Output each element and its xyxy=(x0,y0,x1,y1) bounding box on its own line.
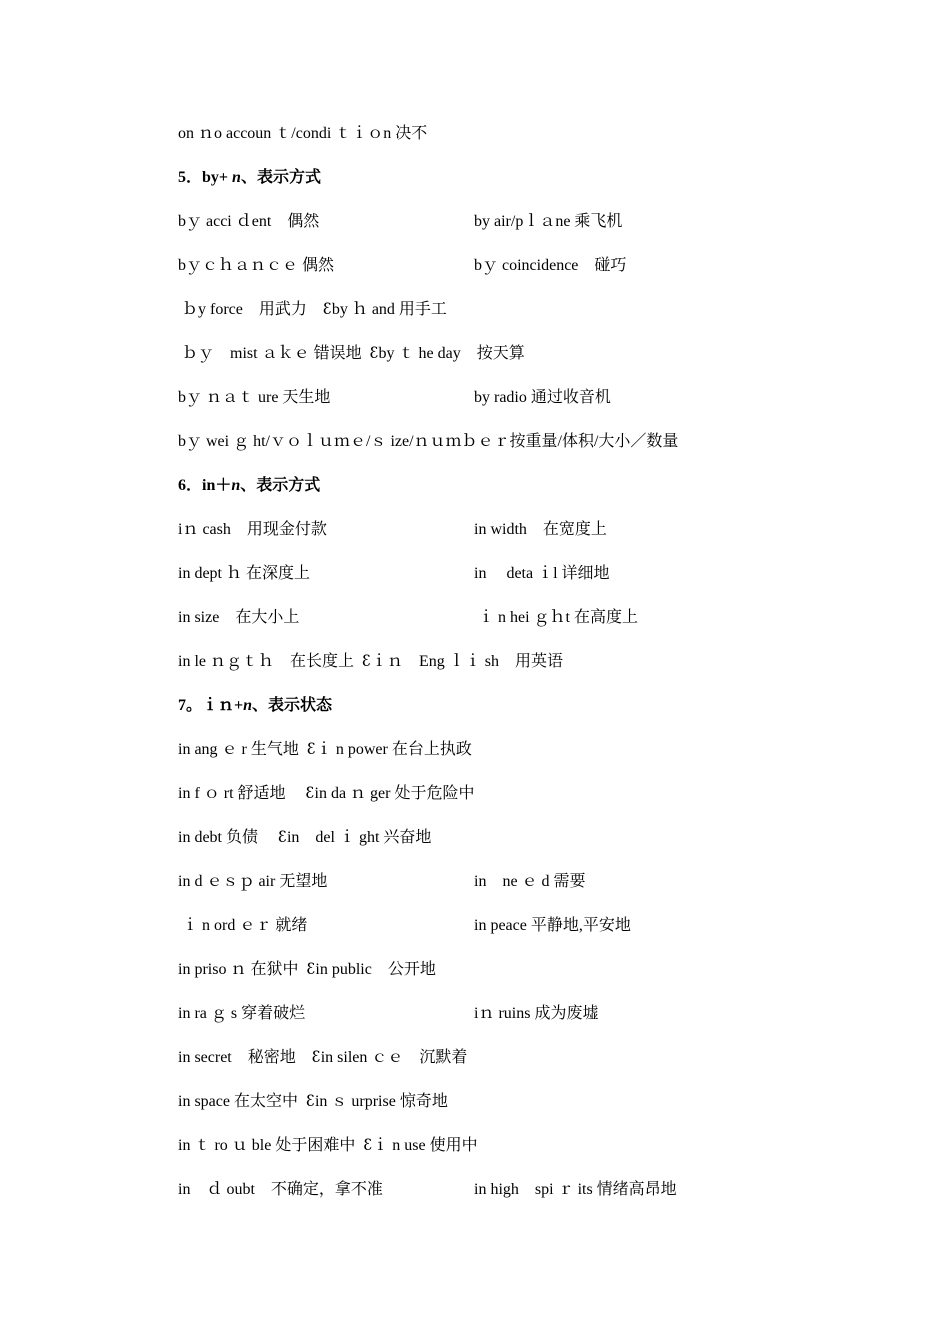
phrase-right: in peace 平静地,平安地 xyxy=(474,917,631,934)
phrase-text: ｂｙ mist ａｋｅ 错误地 ꜫby ｔ he day 按天算 xyxy=(178,345,525,362)
document-page xyxy=(178,112,798,1212)
text-line xyxy=(178,508,798,552)
phrase-right: in deta ｉl 详细地 xyxy=(474,565,610,582)
section-heading xyxy=(178,684,798,728)
text-line xyxy=(178,244,798,288)
section-heading xyxy=(178,156,798,200)
phrase-right: by radio 通过收音机 xyxy=(474,389,611,406)
phrase-right: in width 在宽度上 xyxy=(474,521,607,538)
phrase-right: by air/pｌａne 乘飞机 xyxy=(474,213,623,230)
text-line xyxy=(178,332,798,376)
phrase-text: in priso ｎ 在狱中 ꜫin public 公开地 xyxy=(178,961,436,978)
phrase-left: bｙ acci ｄent 偶然 xyxy=(178,213,320,230)
heading-prefix: 5．by+ xyxy=(178,169,233,186)
text-line xyxy=(178,728,798,772)
heading-italic: n xyxy=(243,697,253,714)
heading-prefix: 6．in＋ xyxy=(178,477,232,494)
phrase-text: in ｔ ro ｕ ble 处于困难中 ꜫｉ n use 使用中 xyxy=(178,1137,478,1154)
heading-rest: 、表示方式 xyxy=(240,169,321,186)
phrase-left: in dept ｈ 在深度上 xyxy=(178,565,310,582)
phrase-left: iｎ cash 用现金付款 xyxy=(178,521,327,538)
text-line xyxy=(178,376,798,420)
heading-rest: 、表示状态 xyxy=(252,697,333,714)
phrase-text: in f ｏ rt 舒适地 ꜫin da ｎ ger 处于危险中 xyxy=(178,785,475,802)
phrase-left: bｙ ｎａｔ ure 天生地 xyxy=(178,389,331,406)
phrase-left: in size 在大小上 xyxy=(178,609,300,626)
phrase-right: in high spi ｒ its 情绪高昂地 xyxy=(474,1181,677,1198)
phrase-text: in ang ｅ r 生气地 ꜫｉ n power 在台上执政 xyxy=(178,741,472,758)
text-line xyxy=(178,112,798,156)
phrase-text: in secret 秘密地 ꜫin silen ｃｅ 沉默着 xyxy=(178,1049,468,1066)
text-line xyxy=(178,420,798,464)
text-line xyxy=(178,1080,798,1124)
phrase-left: in d ｅｓｐ air 无望地 xyxy=(178,873,328,890)
phrase-left: bｙｃｈａｎｃｅ 偶然 xyxy=(178,257,335,274)
phrase-text: in debt 负债 ꜫin del ｉ ght 兴奋地 xyxy=(178,829,432,846)
heading-italic: n xyxy=(232,169,241,186)
phrase-right: ｉ n hei ｇｈt 在高度上 xyxy=(474,609,638,626)
phrase-text: in le ｎｇｔｈ 在长度上 ꜫｉｎ Eng ｌｉ sh 用英语 xyxy=(178,653,563,670)
phrase-text: ｂy force 用武力 ꜫby ｈ and 用手工 xyxy=(178,301,447,318)
phrase-right: in ne ｅ d 需要 xyxy=(474,873,586,890)
text-line xyxy=(178,200,798,244)
text-line xyxy=(178,552,798,596)
heading-rest: 、表示方式 xyxy=(240,477,321,494)
heading-italic: n xyxy=(231,477,241,494)
phrase-left: ｉ n ord ｅｒ 就绪 xyxy=(178,917,308,934)
phrase-text: in space 在太空中 ꜫin ｓ urprise 惊奇地 xyxy=(178,1093,448,1110)
text-line xyxy=(178,992,798,1036)
text-line xyxy=(178,1036,798,1080)
heading-prefix: 7。ｉｎ+ xyxy=(178,697,244,714)
text-line xyxy=(178,816,798,860)
phrase-left: in ｄ oubt 不确定，拿不准 xyxy=(178,1181,383,1198)
text-line xyxy=(178,904,798,948)
section-heading xyxy=(178,464,798,508)
phrase-text: on ｎo accoun ｔ/condi ｔｉｏn 决不 xyxy=(178,125,428,142)
text-line xyxy=(178,860,798,904)
text-line xyxy=(178,948,798,992)
phrase-text: bｙ wei ｇ ht/ｖｏｌｕｍｅ/ｓ ize/ｎｕｍｂｅｒ按重量/体积/大小／数量 xyxy=(178,433,679,450)
phrase-right: bｙ coincidence 碰巧 xyxy=(474,257,627,274)
text-line xyxy=(178,596,798,640)
phrase-left: in ra ｇ s 穿着破烂 xyxy=(178,1005,306,1022)
text-line xyxy=(178,1168,798,1212)
phrase-right: iｎ ruins 成为废墟 xyxy=(474,1005,599,1022)
text-line xyxy=(178,640,798,684)
text-line xyxy=(178,1124,798,1168)
text-line xyxy=(178,772,798,816)
text-line xyxy=(178,288,798,332)
